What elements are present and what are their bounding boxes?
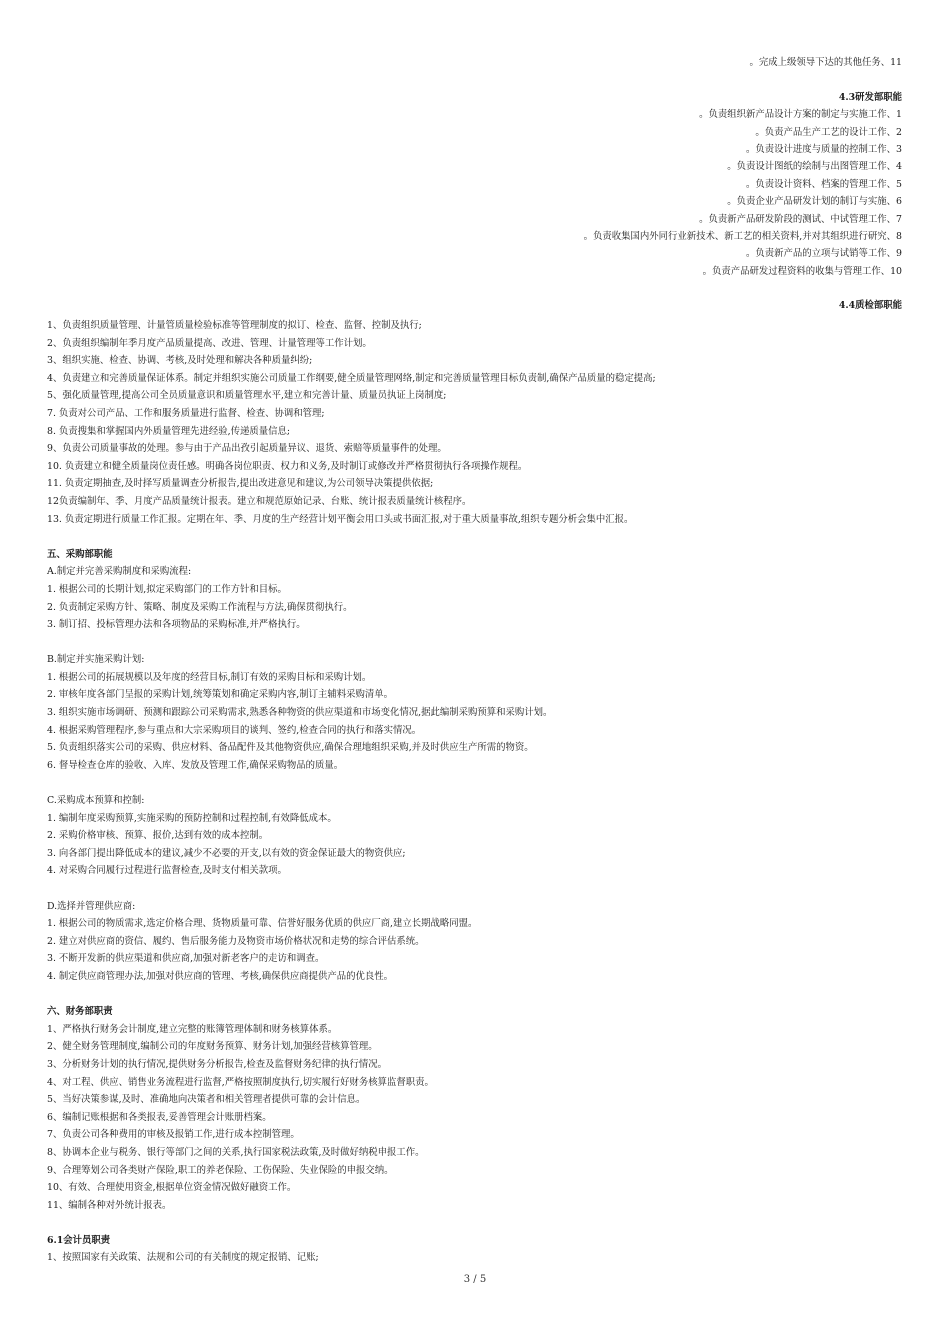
spacer	[584, 71, 902, 88]
rd-item: 。负责设计资料、档案的管理工作、5	[746, 178, 902, 190]
purchasing-item: 3. 制订招、投标管理办法和各项物品的采购标准,并严格执行。	[47, 619, 306, 631]
finance-item: 2、健全财务管理制度,编制公司的年度财务预算、财务计划,加强经营核算管理。	[47, 1041, 378, 1053]
qc-item: 7. 负责对公司产品、工作和服务质量进行监督、检查、协调和管理;	[47, 407, 325, 419]
qc-item: 5、强化质量管理,提高公司全员质量意识和质量管理水平,建立和完善计量、质量员执证上岗制度;	[47, 390, 447, 402]
purchasing-item: 4. 根据采购管理程序,参与重点和大宗采购项目的谈判、签约,检查合同的执行和落实情况。	[47, 724, 422, 736]
finance-item: 6、编制记账根据和各类报表,妥善管理会计账册档案。	[47, 1111, 272, 1123]
spacer	[47, 634, 907, 652]
finance-item: 9、合理筹划公司各类财产保险,职工的养老保险、工伤保险、失业保险的申报交纳。	[47, 1164, 394, 1176]
accountant-heading: 6.1会计员职责	[47, 1234, 111, 1246]
finance-item: 8、协调本企业与税务、银行等部门之间的关系,执行国家税法政策,及时做好纳税申报工作。	[47, 1146, 425, 1158]
purchasing-heading: 五、采购部职能	[47, 548, 113, 560]
purchasing-item: 3. 不断开发新的供应渠道和供应商,加强对新老客户的走访和调查。	[47, 953, 325, 965]
purchasing-item: 2. 建立对供应商的资信、履约、售后服务能力及物资市场价格状况和走势的综合评估系统。	[47, 935, 425, 947]
purchasing-group-title: B.制定并实施采购计划:	[47, 654, 145, 666]
rd-item: 。负责收集国内外同行业新技术、新工艺的相关资料,并对其组织进行研究、8	[583, 230, 902, 242]
finance-item: 7、负责公司各种费用的审核及报销工作,进行成本控制管理。	[47, 1129, 300, 1141]
rd-item: 。负责组织新产品设计方案的制定与实施工作、1	[699, 109, 902, 121]
rd-item: 。负责产品研发过程资料的收集与管理工作、10	[702, 265, 902, 277]
qc-item: 13. 负责定期进行质量工作汇报。定期在年、季、月度的生产经营计划平衡会用口头或书面汇报,对于重大质量事故,组织专题分析会集中汇报。	[47, 513, 634, 525]
accountant-item: 1、按照国家有关政策、法规和公司的有关制度的规定报销、记账;	[47, 1252, 319, 1264]
rd-item: 。负责新产品的立项与试销等工作、9	[746, 248, 902, 260]
rd-item: 。负责设计图纸的绘制与出图管理工作、4	[727, 161, 902, 173]
spacer	[47, 986, 907, 1004]
rd-item: 。负责设计进度与质量的控制工作、3	[746, 143, 902, 155]
page-number: 3 / 5	[463, 1274, 487, 1285]
qc-heading: 4.4质检部职能	[838, 300, 902, 312]
purchasing-item: 1. 根据公司的物质需求,选定价格合理、货物质量可靠、信誉好服务优质的供应厂商,建立长期战略同盟。	[47, 918, 478, 930]
purchasing-item: 3. 向各部门提出降低成本的建议,减少不必要的开支,以有效的资金保证最大的物资供应;	[47, 847, 406, 859]
purchasing-item: 3. 组织实施市场调研、预测和跟踪公司采购需求,熟悉各种物资的供应渠道和市场变化情况,据此编制采购预算和采购计划。	[47, 707, 553, 719]
purchasing-item: 1. 编制年度采购预算,实施采购的预防控制和过程控制,有效降低成本。	[47, 812, 337, 824]
purchasing-item: 2. 采购价格审核、预算、报价,达到有效的成本控制。	[47, 830, 269, 842]
qc-item: 9、负责公司质量事故的处理。参与由于产品出孜引起质量异议、退货、索赔等质量事件的处理。	[47, 443, 447, 455]
finance-item: 5、当好决策参谋,及时、准确地向决策者和相关管理者提供可靠的会计信息。	[47, 1094, 366, 1106]
purchasing-item: 5. 负责组织落实公司的采购、供应材料、备品配件及其他物资供应,确保合理地组织采购,并及时供应生产所需的物资。	[47, 742, 534, 754]
qc-item: 2、负责组织编制年季月度产品质量提高、改进、管理、计量管理等工作计划。	[47, 337, 372, 349]
top-line: 。完成上级领导下达的其他任务、11	[749, 57, 902, 68]
finance-item: 4、对工程、供应、销售业务流程进行监督,严格按照制度执行,切实履行好财务核算监督职责。	[47, 1076, 434, 1088]
spacer	[47, 1214, 907, 1232]
rd-section	[584, 54, 902, 315]
purchasing-group-title: D.选择并管理供应商:	[47, 900, 136, 912]
purchasing-item: 4. 对采购合同履行过程进行监督检查,及时支付相关款项。	[47, 865, 287, 877]
finance-item: 10、有效、合理使用资金,根据单位资金情况做好融资工作。	[47, 1182, 297, 1194]
rd-heading: 4.3研发部职能	[838, 91, 902, 103]
finance-heading: 六、财务部职责	[47, 1006, 113, 1018]
qc-item: 11. 负责定期抽查,及时择写质量调查分析报告,提出改进意见和建议,为公司领导决策提供依据;	[47, 478, 434, 490]
purchasing-item: 1. 根据公司的长期计划,拟定采购部门的工作方针和目标。	[47, 583, 287, 595]
qc-item: 12负责编制年、季、月度产品质量统计报表。建立和规范原始记录、台账、统计报表质量统计核程序。	[47, 495, 472, 507]
spacer	[47, 774, 907, 792]
finance-item: 11、编制各种对外统计报表。	[47, 1199, 172, 1211]
qc-item: 1、负责组织质量管理、计量管质量检验标准等管理制度的拟订、检查、监督、控制及执行;	[47, 320, 422, 331]
purchasing-item: 2. 审核年度各部门呈报的采购计划,统筹策划和确定采购内容,制订主辅料采购清单。	[47, 689, 394, 701]
rd-item: 。负责企业产品研发计划的制订与实施、6	[727, 196, 902, 208]
spacer	[47, 880, 907, 898]
spacer	[584, 280, 902, 297]
purchasing-item: 4. 制定供应商管理办法,加强对供应商的管理、考核,确保供应商提供产品的优良性。	[47, 970, 394, 982]
qc-item: 4、负责建立和完善质量保证体系。制定并组织实施公司质量工作纲要,健全质量管理网络,制定和完善质量管理目标负责制,确保产品质量的稳定提高;	[47, 372, 656, 384]
rd-item: 。负责产品生产工艺的设计工作、2	[755, 126, 902, 138]
finance-item: 1、严格执行财务会计制度,建立完整的账簿管理体制和财务核算体系。	[47, 1023, 338, 1035]
body-section	[47, 317, 907, 1267]
purchasing-item: 6. 督导检查仓库的验收、入库、发放及管理工作,确保采购物品的质量。	[47, 759, 344, 771]
spacer	[47, 528, 907, 546]
qc-item: 8. 负责搜集和掌握国内外质量管理先进经验,传递质量信息;	[47, 425, 291, 437]
rd-item: 。负责新产品研发阶段的测试、中试管理工作、7	[699, 213, 902, 225]
qc-item: 3、组织实施、检查、协调、考核,及时处理和解决各种质量纠纷;	[47, 355, 313, 367]
purchasing-item: 2. 负责制定采购方针、策略、制度及采购工作流程与方法,确保贯彻执行。	[47, 601, 353, 613]
purchasing-item: 1. 根据公司的拓展规模以及年度的经营目标,制订有效的采购目标和采购计划。	[47, 671, 372, 683]
purchasing-group-title: A.制定并完善采购制度和采购流程:	[47, 566, 192, 578]
purchasing-group-title: C.采购成本预算和控制:	[47, 795, 145, 807]
finance-item: 3、分析财务计划的执行情况,提供财务分析报告,检查及监督财务纪律的执行情况。	[47, 1058, 388, 1070]
qc-item: 10. 负责建立和健全质量岗位责任感。明确各岗位职责、权力和义务,及时制订或修改并严格贯彻执行各项操作规程。	[47, 460, 528, 472]
